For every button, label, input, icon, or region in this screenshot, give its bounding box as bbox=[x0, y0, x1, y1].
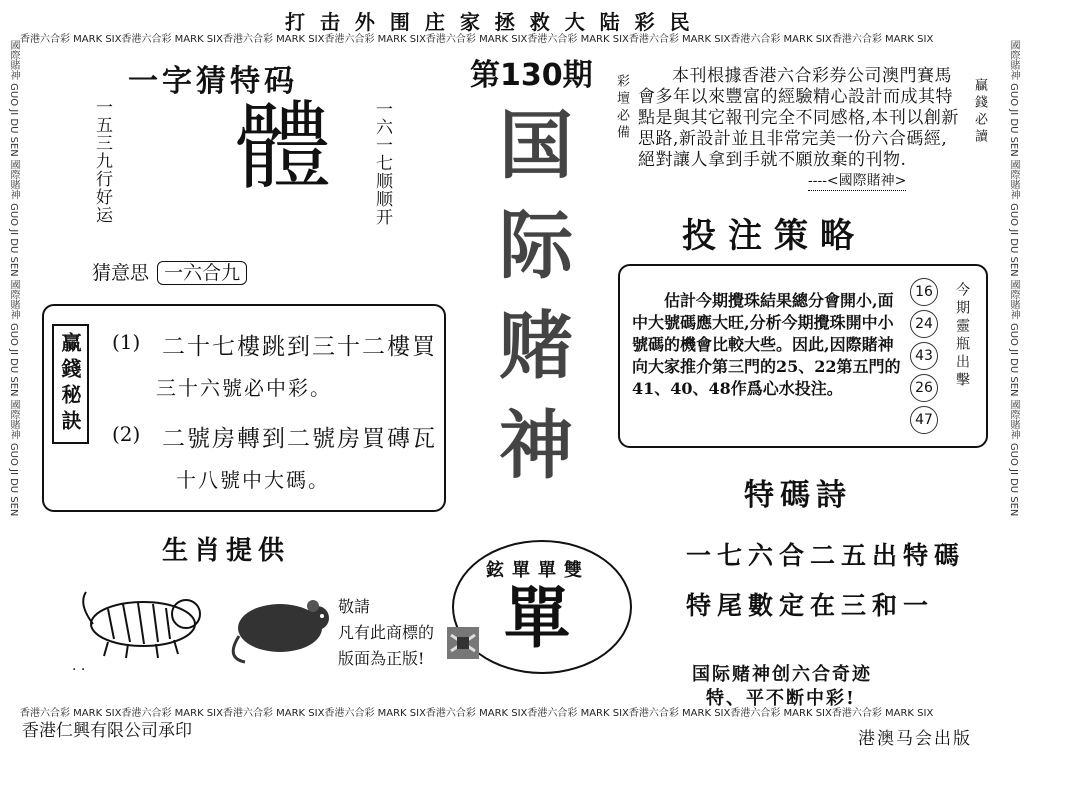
notice-line-3: 版面為正版! bbox=[338, 649, 425, 668]
notice-line-2: 凡有此商標的 bbox=[338, 623, 435, 642]
promo-line1: 国际赌神创六合奇迹 bbox=[692, 664, 872, 685]
rat-image bbox=[225, 588, 335, 668]
printer-credit: 香港仁興有限公司承印 bbox=[22, 721, 192, 741]
poem-line1: 一七六合二五出特碼 bbox=[686, 541, 966, 570]
single-character: 單 bbox=[504, 579, 570, 657]
secret-line1-num: (1) bbox=[112, 330, 141, 354]
masthead-char-1: 国 bbox=[499, 103, 573, 189]
right-hint: 一六一七顺顺开 bbox=[372, 100, 392, 226]
issue-number: 第130期 bbox=[470, 58, 593, 93]
intro-signature: ----<國際賭神> bbox=[808, 170, 906, 191]
meaning-label: 猜意思 bbox=[92, 262, 150, 284]
secret-label: 赢錢秘訣 bbox=[52, 324, 89, 444]
ball-2: 24 bbox=[910, 310, 938, 338]
ball-4: 26 bbox=[910, 374, 938, 402]
intro-body: 本刊根據香港六合彩券公司澳門賽馬會多年以來豐富的經驗精心設計而成其特點是與其它報刊完全不同感格,本刊以創新思路,新設計並且非常完美一份六合碼經,絕對讓人拿到手就不願放棄的刊物. bbox=[638, 66, 959, 170]
left-hint: 一五三九行好运 bbox=[92, 98, 112, 224]
guess-word-title: 一字猜特码 bbox=[128, 64, 298, 99]
strategy-body: 估計今期攪珠結果總分會開小,面中大號碼應大旺,分析今期攪珠開中小號碼的機會比較大些。因此,因際賭神向大家推介第三門的25、22第五門的41、40、48作爲心水投注。 bbox=[632, 291, 901, 398]
strategy-side-label: 今期靈瓶出擊 bbox=[954, 282, 970, 390]
secret-line2-num: (2) bbox=[112, 422, 141, 446]
single-arc-text: 鉉單單雙 bbox=[486, 560, 590, 581]
masthead-char-2: 际 bbox=[499, 203, 573, 289]
masthead bbox=[488, 96, 584, 496]
intro-right-side: 贏錢必讀 bbox=[972, 78, 987, 146]
masthead-char-3: 赌 bbox=[499, 303, 573, 389]
secret-line1a: 二十七樓跳到三十二樓買 bbox=[162, 334, 437, 360]
genuine-notice bbox=[338, 594, 434, 672]
meaning-row bbox=[92, 258, 247, 285]
secret-line2b: 十八號中大碼。 bbox=[176, 468, 330, 492]
secret-line2a: 二號房轉到二號房買磚瓦 bbox=[162, 426, 437, 452]
strategy-title: 投注策略 bbox=[682, 216, 866, 256]
masthead-char-4: 神 bbox=[499, 403, 573, 489]
ball-5: 47 bbox=[910, 406, 938, 434]
right-side-watermark: 國際賭神 GUO JI DU SEN 國際賭神 GUO JI DU SEN 國際賭神 GUO JI DU SEN 國際賭神 GUO JI DU SEN bbox=[1008, 40, 1019, 517]
promo-line2: 特、平不断中彩! bbox=[706, 688, 856, 709]
tiger-image bbox=[78, 584, 208, 664]
notice-line-1: 敬請 bbox=[338, 597, 371, 616]
bottom-watermark-strip: 香港六合彩 MARK SIX香港六合彩 MARK SIX香港六合彩 MARK SIX香港六合彩 MARK SIX香港六合彩 MARK SIX香港六合彩 MARK SIX香港六合彩 MARK SIX香港六合彩 MARK SIX香港六合彩 MARK SIX bbox=[20, 708, 934, 719]
footer-dots: · · bbox=[72, 662, 86, 678]
meaning-value: 一六合九 bbox=[157, 261, 247, 285]
left-side-watermark: 國際賭神 GUO JI DU SEN 國際賭神 GUO JI DU SEN 國際賭神 GUO JI DU SEN 國際賭神 GUO JI DU SEN bbox=[8, 40, 19, 517]
guess-character: 體 bbox=[235, 91, 331, 203]
publisher-credit: 港澳马会出版 bbox=[858, 729, 972, 749]
zodiac-title: 生肖提供 bbox=[162, 536, 291, 566]
secret-line1b: 三十六號必中彩。 bbox=[156, 376, 332, 400]
top-slogan: 打 击 外 围 庄 家 拯 救 大 陆 彩 民 bbox=[285, 10, 694, 34]
poem-line2: 特尾數定在三和一 bbox=[686, 591, 935, 620]
intro-left-side: 彩壇必備 bbox=[614, 74, 629, 142]
poem-title: 特碼詩 bbox=[744, 478, 852, 513]
top-watermark-strip: 香港六合彩 MARK SIX香港六合彩 MARK SIX香港六合彩 MARK SIX香港六合彩 MARK SIX香港六合彩 MARK SIX香港六合彩 MARK SIX香港六合彩 MARK SIX香港六合彩 MARK SIX香港六合彩 MARK SIX bbox=[20, 34, 934, 45]
ball-3: 43 bbox=[910, 342, 938, 370]
trademark-icon bbox=[445, 625, 481, 661]
ball-1: 16 bbox=[910, 278, 938, 306]
